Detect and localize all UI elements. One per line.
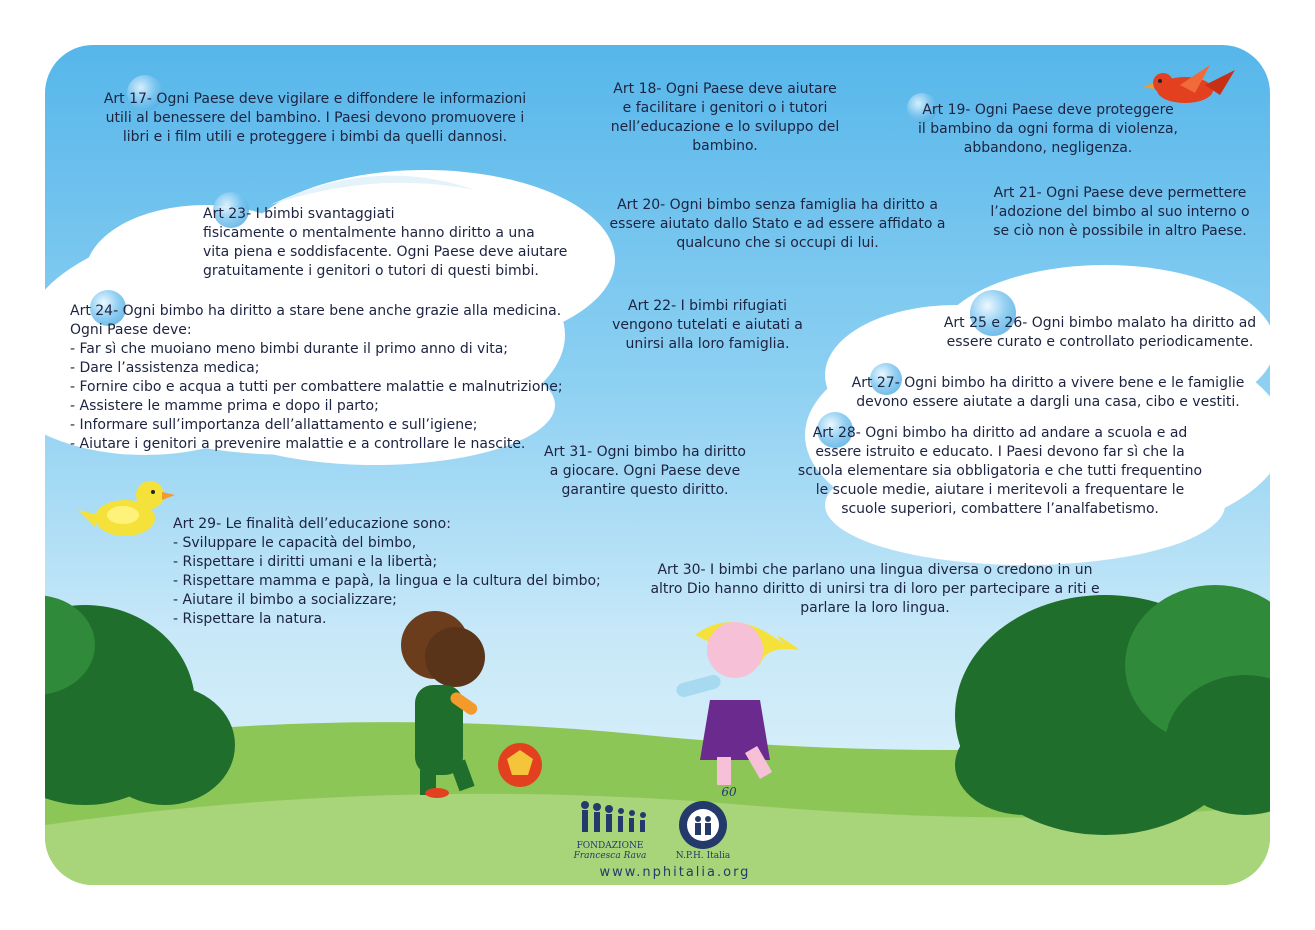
- red-bird: [1143, 65, 1235, 103]
- article-30: Art 30- I bimbi che parlano una lingua diversa o credono in un altro Dio hanno diritto di unirsi tra di loro per partecipare a riti e parlare la loro lingua.: [650, 562, 1100, 616]
- ball: [498, 743, 542, 787]
- article-28: Art 28- Ogni bimbo ha diritto ad andare a scuola e ad essere istruito e educato. I Paesi devono far sì che la scuola elementare sia obbligatoria e che tutti frequentino le scuole medie, aiutare i meritevoli a frequentare le scuole superiori, combattere l’analfabetismo.: [797, 425, 1203, 517]
- article-29: Art 29- Le finalità dell’educazione sono: - Sviluppare le capacità del bimbo, - Rispettare i diritti umani e la libertà; - Rispettare mamma e papà, la lingua e la cultura del bimbo; - Aiutare il bimbo a socializzare; - Rispettare la natura.: [173, 516, 601, 627]
- article-17: Art 17- Ogni Paese deve vigilare e diffondere le informazioni utili al benessere del bambino. I Paesi devono promuovere i libri e i film utili e proteggere i bimbi da quelli dannosi.: [103, 91, 527, 145]
- poster-card: [45, 45, 1270, 885]
- cloud-right: [805, 265, 1270, 565]
- article-25-26: Art 25 e 26- Ogni bimbo malato ha diritto ad essere curato e controllato periodicamente.: [943, 315, 1257, 350]
- francesca-rava-text: Francesca Rava: [573, 851, 647, 861]
- article-23: Art 23- I bimbi svantaggiati fisicamente o mentalmente hanno diritto a una vita piena e soddisfacente. Ogni Paese deve aiutare gratuitamente i genitori o tutori di questi bimbi.: [203, 206, 568, 279]
- article-21: Art 21- Ogni Paese deve permettere l’adozione del bimbo al suo interno o se ciò non è possibile in altro Paese.: [990, 185, 1250, 239]
- nph-label: N.P.H. Italia: [675, 851, 731, 861]
- fondazione-label: [565, 841, 655, 861]
- article-24: Art 24- Ogni bimbo ha diritto a stare bene anche grazie alla medicina. Ogni Paese deve: - Far sì che muoiano meno bimbi durante il primo anno di vita; - Dare l’assistenza medica; - Fornire cibo e acqua a tutti per combattere malattie e malnutrizione; - Assistere le mamme prima e dopo il parto; - Informare sull’importanza dell’allattamento e sull’igiene; - Aiutare i genitori a prevenire malattie e a controllare le nascite.: [70, 303, 563, 452]
- article-20: Art 20- Ogni bimbo senza famiglia ha diritto a essere aiutato dallo Stato e ad essere affidato a qualcuno che si occupi di lui.: [609, 197, 946, 251]
- tree-right: [955, 585, 1270, 835]
- website-link[interactable]: www.nphitalia.org: [599, 865, 751, 880]
- article-18: Art 18- Ogni Paese deve aiutare e facilitare i genitori o i tutori nell’educazione e lo sviluppo del bambino.: [610, 81, 840, 154]
- article-19: Art 19- Ogni Paese deve proteggere il bambino da ogni forma di violenza, abbandono, negligenza.: [918, 102, 1178, 156]
- nph-logo: [679, 801, 727, 849]
- fondazione-text: FONDAZIONE: [576, 841, 644, 851]
- article-27: Art 27- Ogni bimbo ha diritto a vivere bene e le famiglie devono essere aiutate a dargli una casa, cibo e vestiti.: [851, 375, 1245, 410]
- yellow-bird: [78, 481, 175, 536]
- sixty-label: 60: [721, 785, 737, 799]
- article-22: Art 22- I bimbi rifugiati vengono tutelati e aiutati a unirsi alla loro famiglia.: [612, 298, 803, 352]
- article-31: Art 31- Ogni bimbo ha diritto a giocare. Ogni Paese deve garantire questo diritto.: [544, 444, 746, 498]
